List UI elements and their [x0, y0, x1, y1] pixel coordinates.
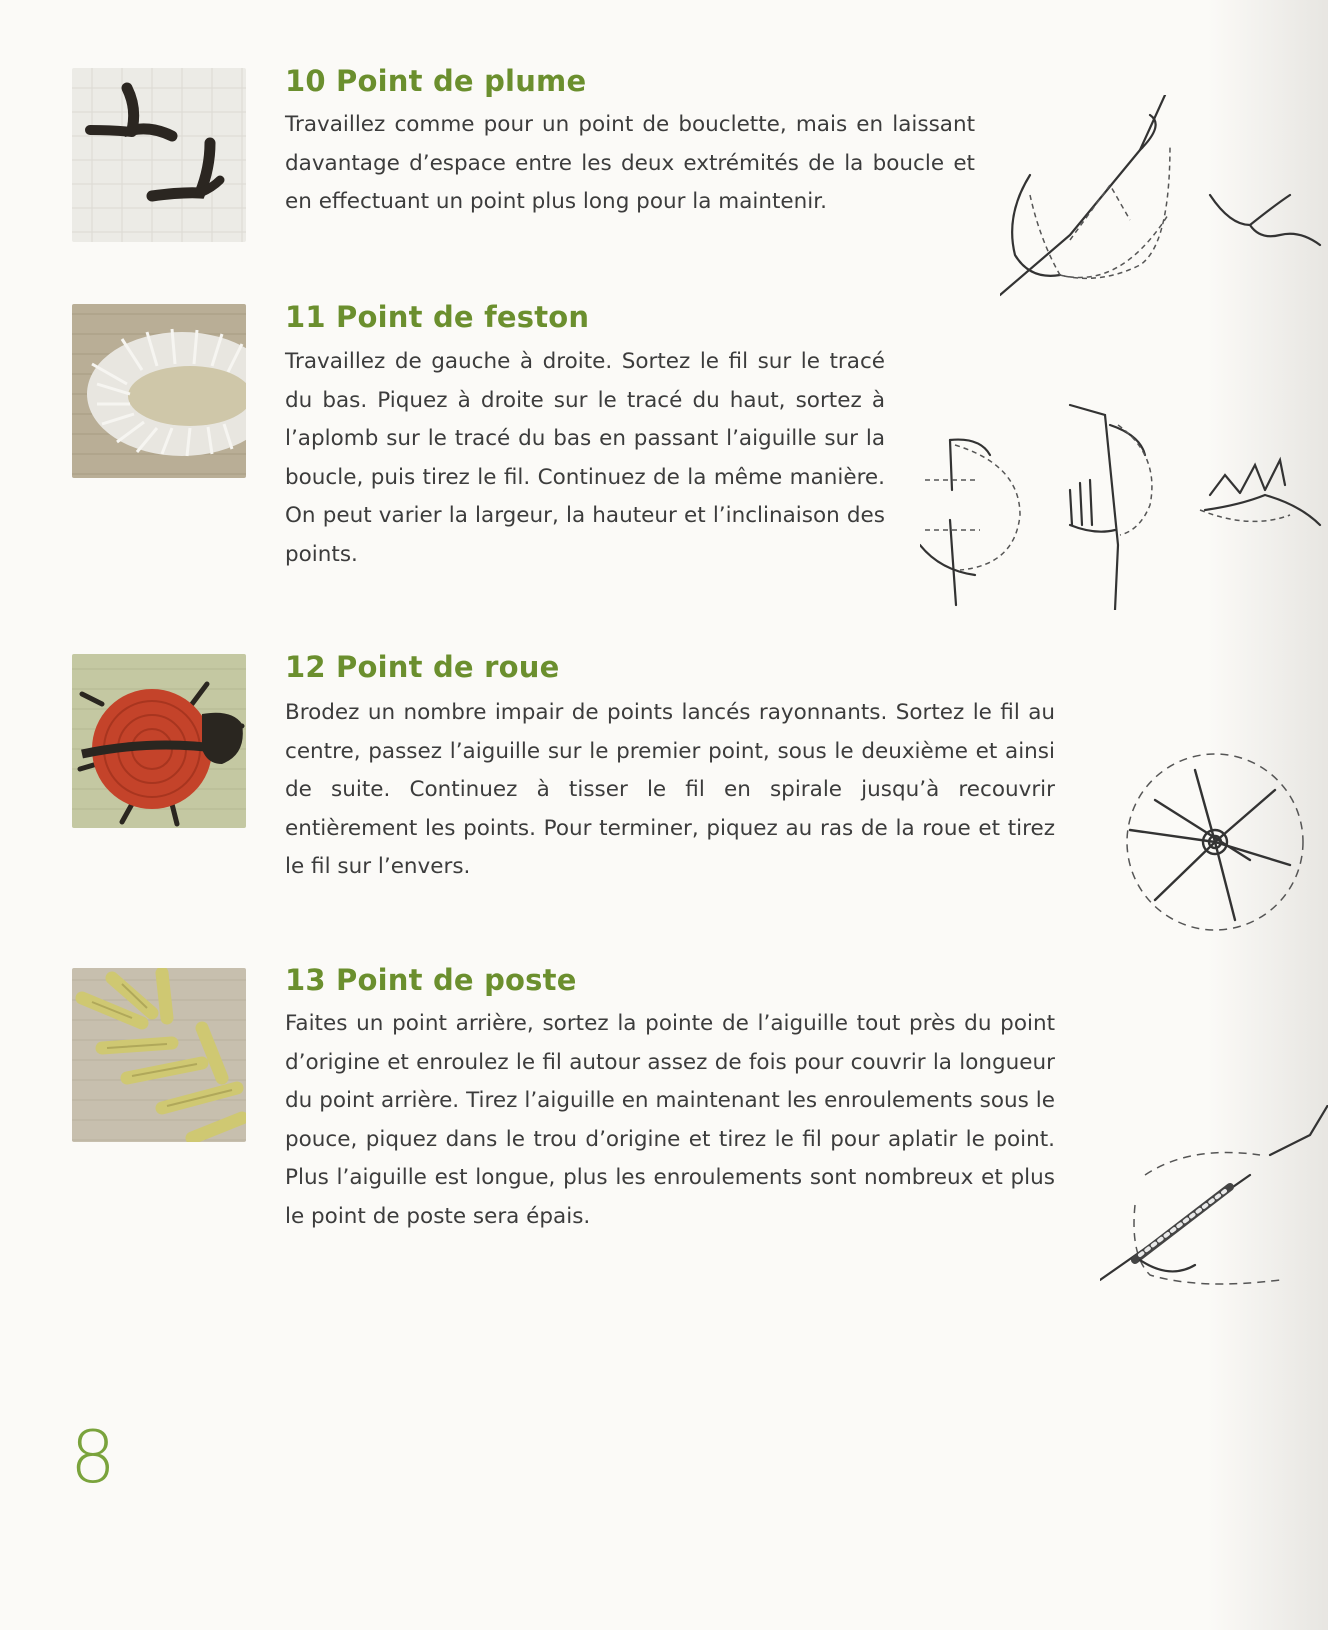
bullion-stitch-diagram — [1100, 1105, 1328, 1305]
stitch-title-roue: 12 Point de roue — [285, 650, 560, 684]
stitch-photo-roue — [72, 654, 246, 828]
feather-stitch-diagram — [1000, 95, 1328, 305]
diagram-plume — [1000, 95, 1328, 305]
blanket-stitch-photo — [72, 304, 246, 478]
diagram-feston — [920, 395, 1328, 610]
diagram-roue — [1125, 750, 1325, 940]
stitch-title-feston: 11 Point de feston — [285, 300, 590, 334]
stitch-title-poste: 13 Point de poste — [285, 963, 577, 997]
blanket-stitch-diagram — [920, 395, 1328, 610]
stitch-photo-feston — [72, 304, 246, 478]
stitch-description-feston: Travaillez de gauche à droite. Sortez le fil sur le tracé du bas. Piquez à droite sur le tracé du haut, sortez à l’aplomb sur le tracé du bas en passant l’aiguille sur la boucle, puis tirez le fil. Continuez de la même manière. On peut varier la largeur, la hauteur et l’inclinaison des points. — [285, 349, 885, 567]
stitch-description-plume: Travaillez comme pour un point de bouclette, mais en laissant davantage d’espace entre les deux extrémités de la boucle et en effectuant un point plus long pour la maintenir. — [285, 112, 975, 214]
bullion-stitch-photo — [72, 968, 246, 1142]
woven-wheel-diagram — [1125, 750, 1325, 940]
diagram-poste — [1100, 1105, 1328, 1305]
stitch-title-plume: 10 Point de plume — [285, 64, 587, 98]
page-number: 8 — [70, 1415, 116, 1499]
stitch-description-roue: Brodez un nombre impair de points lancés rayonnants. Sortez le fil au centre, passez l’aiguille sur le premier point, sous le deuxième et ainsi de suite. Continuez à tisser le fil en spirale jusqu’à recouvrir entièrement les points. Pour terminer, piquez au ras de la roue et tirez le fil sur l’envers. — [285, 700, 1055, 879]
stitch-photo-poste — [72, 968, 246, 1142]
stitch-description-poste: Faites un point arrière, sortez la pointe de l’aiguille tout près du point d’origine et enroulez le fil autour assez de fois pour couvrir la longueur du point arrière. Tirez l’aiguille en maintenant les enroulements sous le pouce, piquez dans le trou d’origine et tirez le fil pour aplatir le point. Plus l’aiguille est longue, plus les enroulements sont nombreux et plus le point de poste sera épais. — [285, 1011, 1055, 1229]
woven-wheel-photo — [72, 654, 246, 828]
feather-stitch-photo — [72, 68, 246, 242]
stitch-photo-plume — [72, 68, 246, 242]
